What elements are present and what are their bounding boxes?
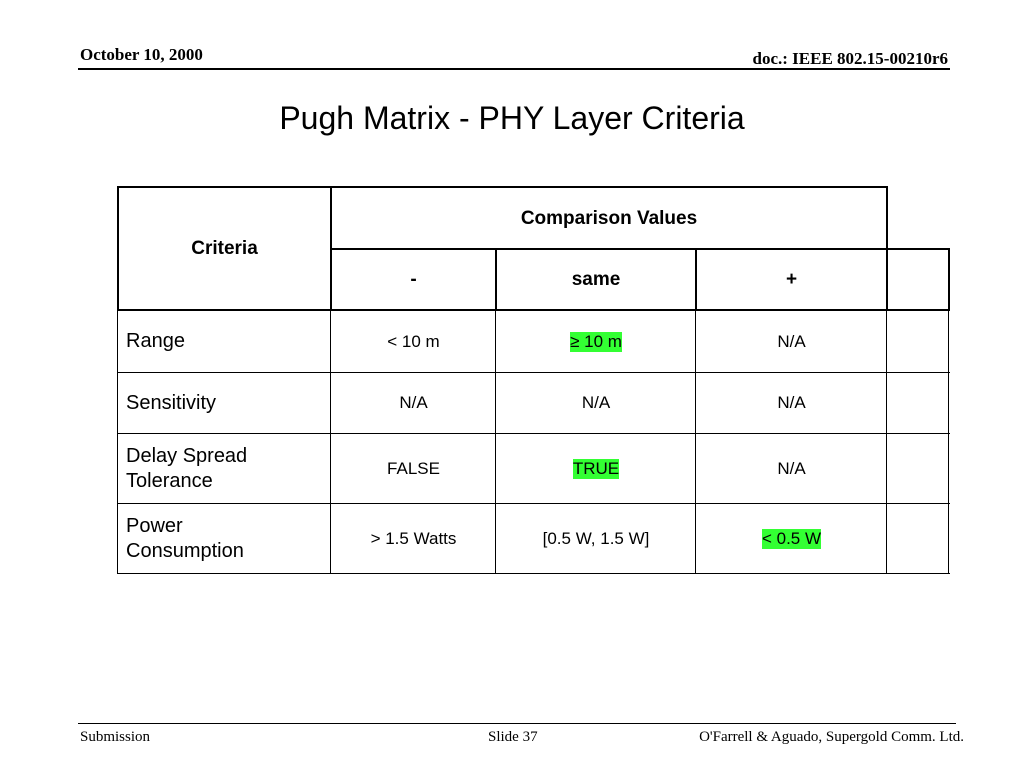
table-col-divider xyxy=(695,311,696,574)
column-header-minus: - xyxy=(410,268,417,290)
table-col-divider xyxy=(330,186,332,311)
header-divider xyxy=(78,68,950,70)
table-row-divider xyxy=(117,433,950,434)
cell-value: [0.5 W, 1.5 W] xyxy=(542,528,650,548)
cell-value-highlighted: TRUE xyxy=(572,458,620,478)
table-border-bottom xyxy=(117,573,950,574)
row-range-criterion xyxy=(118,311,331,372)
cell-value: < 10 m xyxy=(387,331,440,351)
cell-value: > 1.5 Watts xyxy=(370,528,457,548)
row-delay-spread-minus xyxy=(331,434,496,503)
criterion-label: Delay Spread Tolerance xyxy=(126,444,248,492)
table-col-divider xyxy=(495,311,496,574)
criteria-header: Criteria xyxy=(191,238,258,259)
column-header-plus: + xyxy=(785,268,798,290)
header-date: October 10, 2000 xyxy=(80,45,203,64)
comparison-values-header: Comparison Values xyxy=(520,207,698,229)
table-border-right xyxy=(948,248,950,311)
table-col-divider xyxy=(330,311,331,574)
table-row-divider xyxy=(117,503,950,504)
row-sensitivity-criterion xyxy=(118,373,331,433)
cell-value: N/A xyxy=(777,331,806,351)
table-border-header-split xyxy=(330,248,950,250)
footer-slide-number: Slide 37 xyxy=(488,729,538,745)
header-doc-id: doc.: IEEE 802.15-00210r6 xyxy=(752,49,948,68)
row-range-plus xyxy=(696,311,887,372)
column-header-same: same xyxy=(571,268,621,290)
row-power-plus xyxy=(696,504,887,573)
row-sensitivity-same xyxy=(496,373,696,433)
row-range-same xyxy=(496,311,696,372)
cell-value-highlighted: ≥ 10 m xyxy=(570,331,622,351)
table-col-divider xyxy=(495,248,497,311)
row-delay-spread-criterion xyxy=(118,434,331,503)
table-border-header-bottom xyxy=(117,309,950,311)
cell-value: N/A xyxy=(399,393,428,412)
row-power-minus xyxy=(331,504,496,573)
criterion-label: Power Consumption xyxy=(126,514,244,562)
table-border-top xyxy=(117,186,888,188)
cell-value: N/A xyxy=(777,393,806,412)
table-row-divider xyxy=(117,372,950,373)
footer-submission: Submission xyxy=(80,729,151,745)
row-delay-spread-plus xyxy=(696,434,887,503)
cell-value: FALSE xyxy=(387,458,440,478)
criterion-label: Range xyxy=(126,330,185,352)
cell-value: N/A xyxy=(581,393,611,412)
cell-value: N/A xyxy=(777,458,806,478)
table-col-divider xyxy=(886,311,887,574)
row-power-same xyxy=(496,504,696,573)
table-border-left xyxy=(117,186,119,311)
criterion-label: Sensitivity xyxy=(126,391,217,414)
table-col-divider xyxy=(695,248,697,311)
row-power-criterion xyxy=(118,504,331,573)
table-border-left xyxy=(117,311,118,574)
table-col-divider xyxy=(886,186,888,311)
row-sensitivity-minus xyxy=(331,373,496,433)
table-border-right xyxy=(948,311,949,574)
row-range-minus xyxy=(331,311,496,372)
footer-divider xyxy=(78,723,956,724)
row-sensitivity-plus xyxy=(696,373,887,433)
cell-value-highlighted: < 0.5 W xyxy=(761,528,822,548)
slide-title: Pugh Matrix - PHY Layer Criteria xyxy=(279,100,745,136)
footer-authors: O'Farrell & Aguado, Supergold Comm. Ltd. xyxy=(699,729,964,745)
row-delay-spread-same xyxy=(496,434,696,503)
